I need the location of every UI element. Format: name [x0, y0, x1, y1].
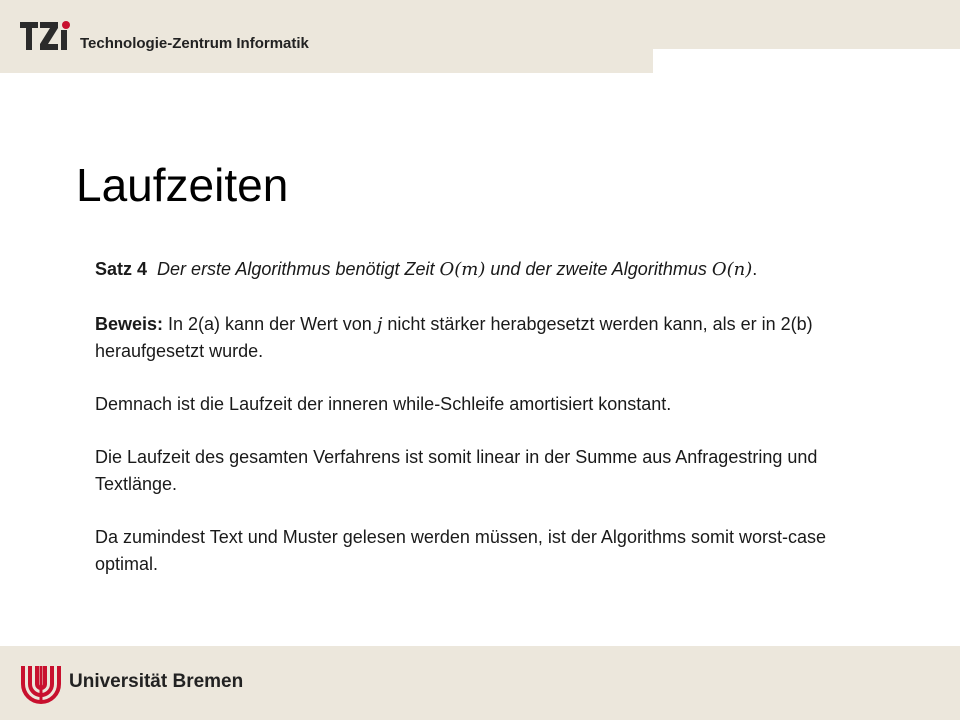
paragraph-linear: Die Laufzeit des gesamten Verfahrens ist somit linear in der Summe aus Anfragestring und Textlänge. — [95, 447, 818, 494]
tzi-logo-icon — [20, 20, 72, 52]
paragraph-optimal: Da zumindest Text und Muster gelesen werden müssen, ist der Algorithms somit worst-case optimal. — [95, 527, 826, 574]
theorem-math-2: O(n) — [711, 259, 753, 280]
proof-math-1: j — [376, 314, 383, 335]
institute-name: Technologie-Zentrum Informatik — [80, 35, 309, 52]
theorem-text-3: . — [752, 259, 758, 279]
proof-paragraph — [95, 311, 865, 365]
proof-text-2: nicht stärker herabgesetzt werden kann, als er in 2(b) heraufgesetzt wurde. — [95, 314, 813, 361]
theorem-text-1: Der erste Algorithmus benötigt Zeit — [157, 259, 440, 279]
theorem-paragraph — [95, 256, 865, 283]
university-name: Universität Bremen — [69, 671, 244, 692]
paragraph-amortized: Demnach ist die Laufzeit der inneren while-Schleife amortisiert konstant. — [95, 394, 672, 414]
slide-title: Laufzeiten — [76, 159, 289, 211]
proof-text-1: In 2(a) kann der Wert von — [163, 314, 377, 334]
theorem-label: Satz 4 — [95, 259, 148, 279]
university-bremen-logo-icon — [20, 660, 62, 704]
theorem-math-1: O(m) — [439, 259, 486, 280]
header-strip — [653, 0, 960, 49]
proof-label: Beweis: — [95, 314, 164, 334]
slide-content — [95, 256, 865, 604]
theorem-text-2: und der zweite Algorithmus — [485, 259, 712, 279]
